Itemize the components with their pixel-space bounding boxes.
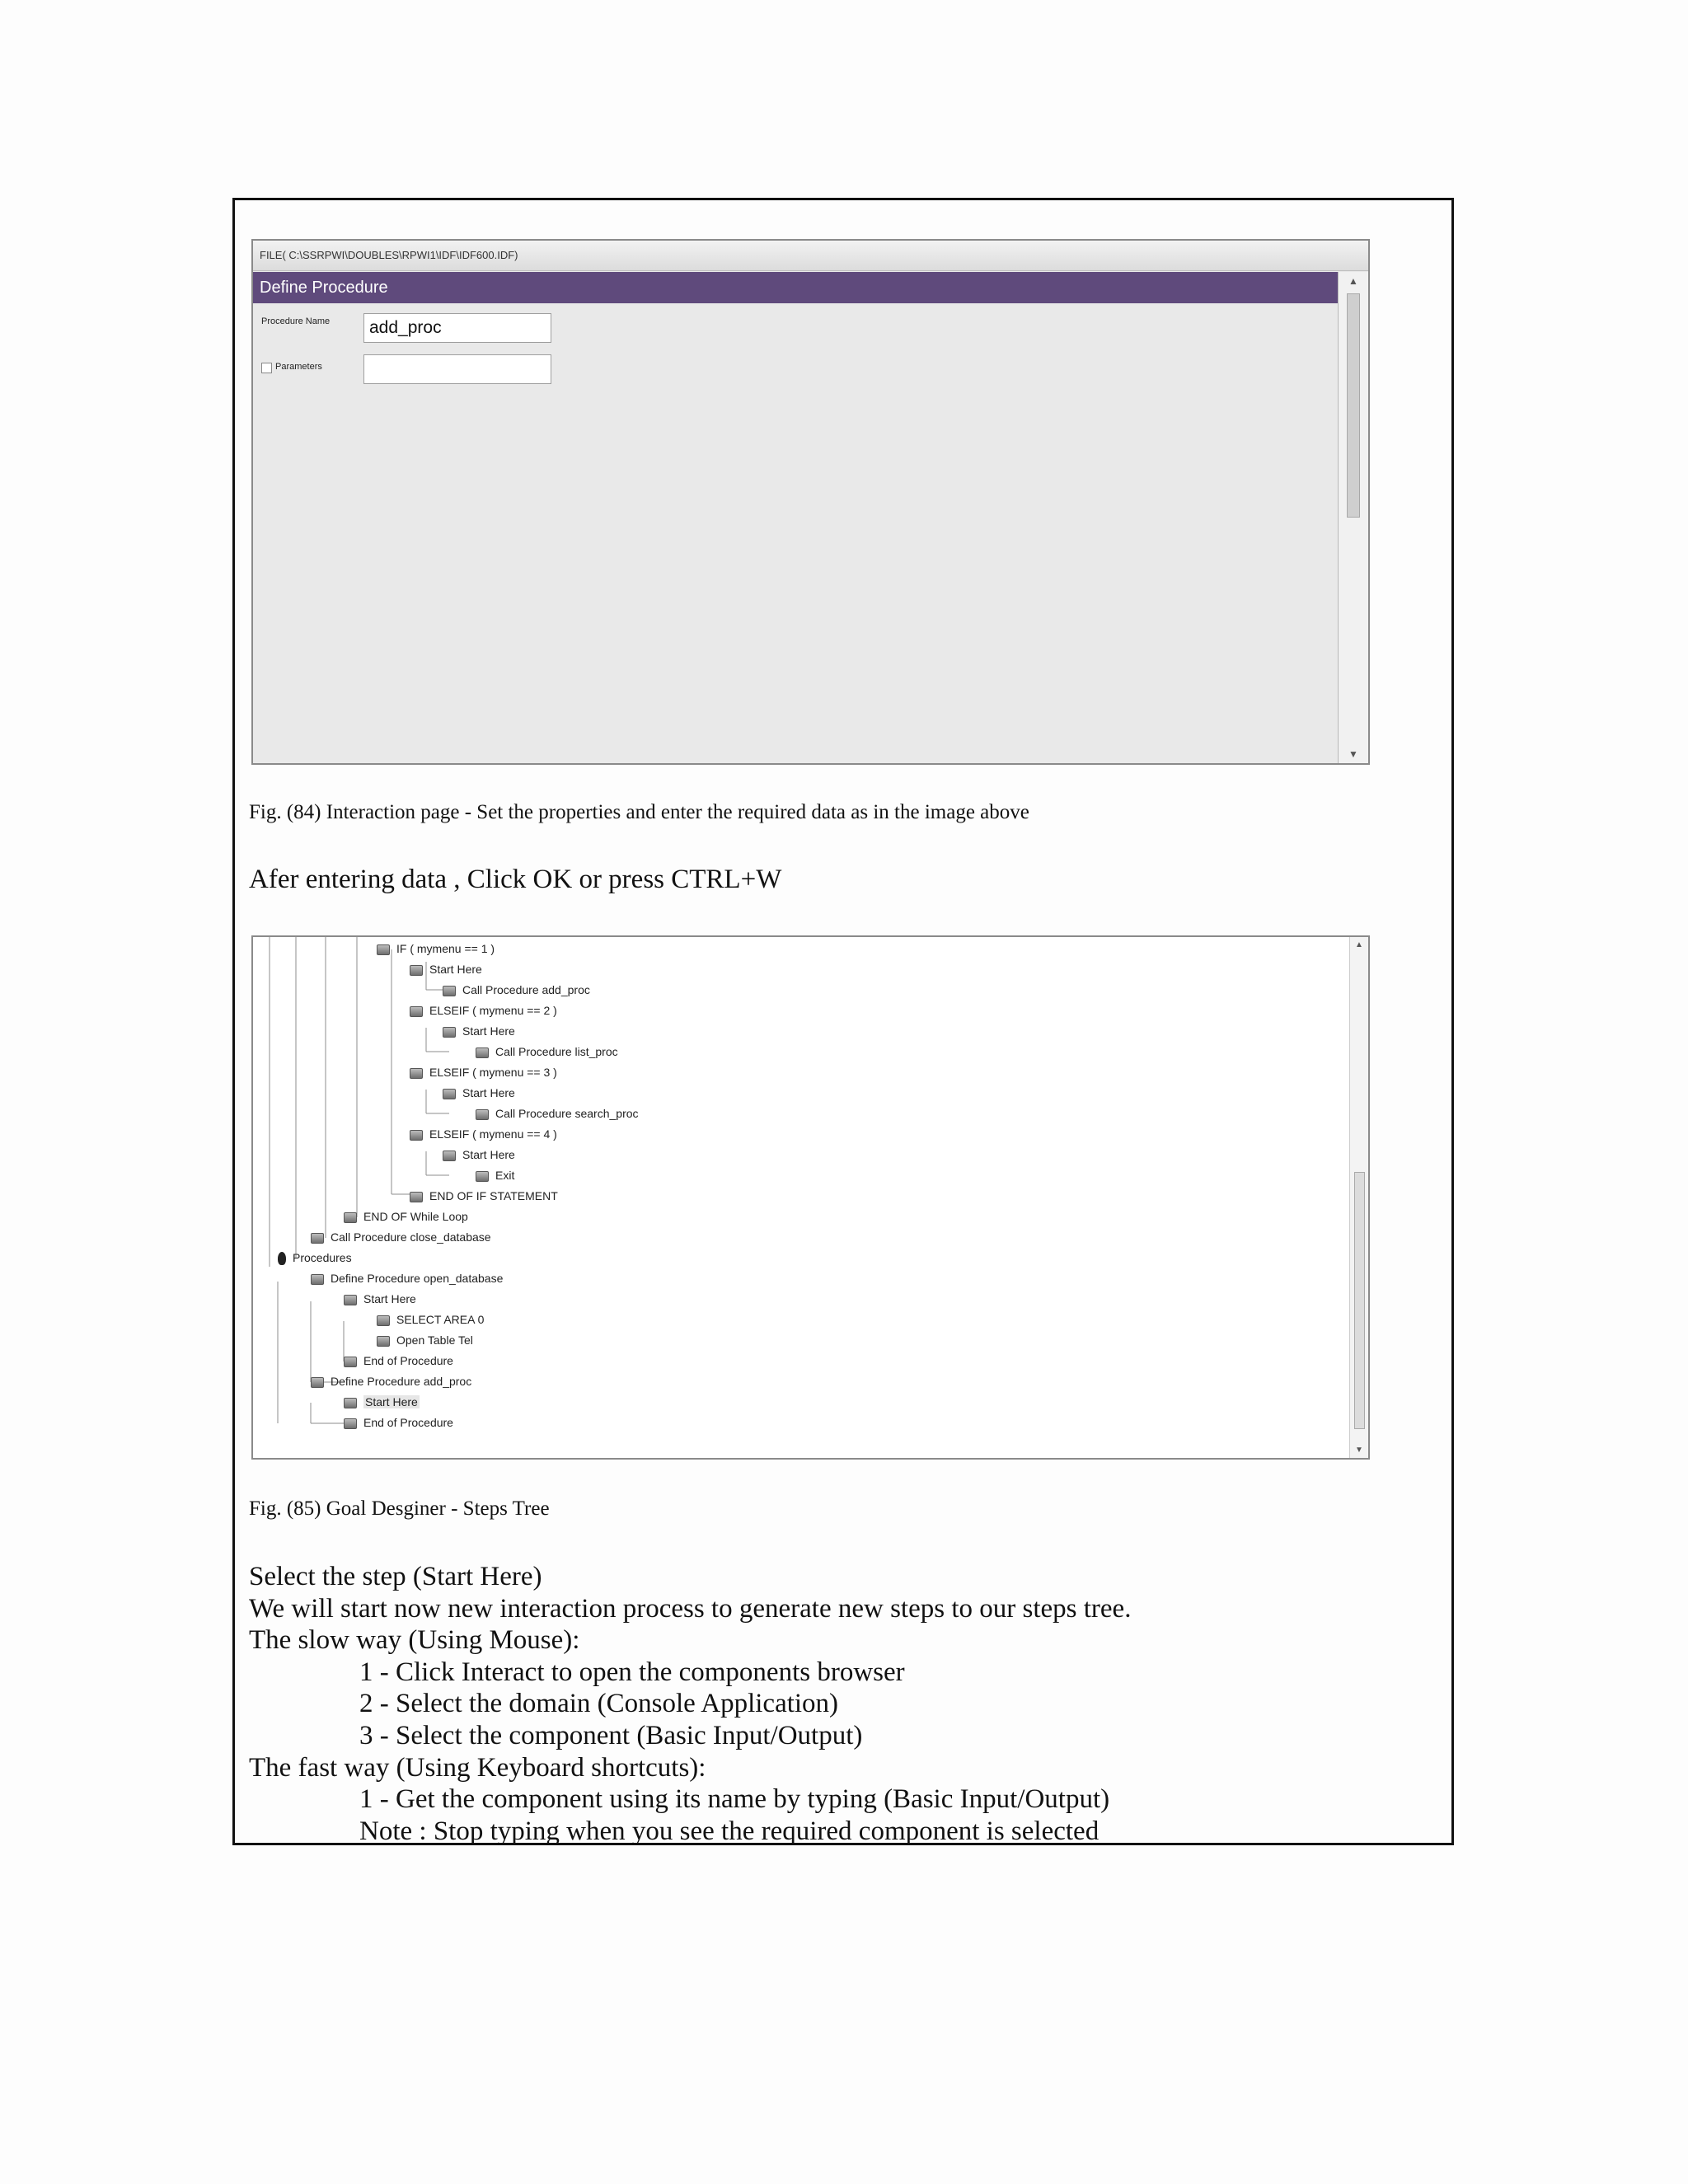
scroll-up-icon[interactable]: ▲	[1355, 940, 1363, 949]
scroll-thumb[interactable]	[1347, 293, 1360, 518]
procedure-name-label: Procedure Name	[261, 316, 331, 326]
step-icon	[410, 965, 423, 976]
step-icon	[410, 1006, 423, 1017]
tree-node[interactable]: ELSEIF ( mymenu == 4 )	[410, 1124, 557, 1144]
instruction-fast-way: The fast way (Using Keyboard shortcuts):	[249, 1753, 706, 1783]
procedure-name-input[interactable]: add_proc	[363, 313, 551, 343]
instruction-select-step: Select the step (Start Here)	[249, 1562, 542, 1591]
tree-node[interactable]: Start Here	[443, 1021, 515, 1041]
fig85-caption: Fig. (85) Goal Desginer - Steps Tree	[249, 1497, 550, 1520]
tree-node[interactable]: Start Here	[410, 959, 482, 979]
step-icon	[311, 1377, 324, 1388]
step-icon	[410, 1130, 423, 1141]
steps-tree-screenshot	[251, 935, 1370, 1460]
tree-node[interactable]: END OF While Loop	[344, 1207, 468, 1226]
tree-node[interactable]: Procedures	[278, 1248, 352, 1268]
tree-node[interactable]: IF ( mymenu == 1 )	[377, 939, 495, 958]
instruction-step-1: 1 - Click Interact to open the components browser	[359, 1657, 905, 1687]
scroll-thumb[interactable]	[1354, 1172, 1365, 1429]
tree-node[interactable]: ELSEIF ( mymenu == 3 )	[410, 1062, 557, 1082]
tree-node[interactable]: Define Procedure add_proc	[311, 1371, 471, 1391]
step-icon	[377, 944, 390, 955]
fig84-caption: Fig. (84) Interaction page - Set the properties and enter the required data as in the image above	[249, 801, 1029, 823]
step-icon	[311, 1233, 324, 1244]
step-icon	[476, 1047, 489, 1058]
parameters-label: Parameters	[275, 362, 322, 372]
tree-node[interactable]: ELSEIF ( mymenu == 2 )	[410, 1001, 557, 1020]
parameters-input[interactable]	[363, 354, 551, 384]
file-path-bar: FILE( C:\SSRPWI\DOUBLES\RPWI1\IDF\IDF600.IDF)	[253, 241, 1368, 271]
step-icon	[377, 1315, 390, 1326]
vertical-scrollbar[interactable]	[1338, 272, 1368, 763]
instruction-step-3: 3 - Select the component (Basic Input/Output)	[359, 1721, 863, 1750]
step-icon	[443, 1151, 456, 1161]
tree-node[interactable]: End of Procedure	[344, 1413, 453, 1432]
instruction-step-2: 2 - Select the domain (Console Application)	[359, 1689, 839, 1718]
step-icon	[377, 1336, 390, 1347]
scroll-down-icon[interactable]: ▼	[1348, 748, 1358, 760]
instruction-fast-step-1: 1 - Get the component using its name by typing (Basic Input/Output)	[359, 1784, 1110, 1814]
instruction-note: Note : Stop typing when you see the required component is selected	[359, 1816, 1100, 1846]
tree-node[interactable]: Start Here	[344, 1289, 416, 1309]
scroll-up-icon[interactable]: ▲	[1348, 275, 1358, 287]
tree-node[interactable]: Define Procedure open_database	[311, 1268, 503, 1288]
step-icon	[476, 1171, 489, 1182]
tree-node[interactable]: Start Here	[443, 1145, 515, 1165]
tree-node-selected[interactable]: Start Here	[344, 1392, 420, 1412]
step-icon	[476, 1109, 489, 1120]
step-icon	[344, 1398, 357, 1408]
tree-node[interactable]: Start Here	[443, 1083, 515, 1103]
step-icon	[344, 1212, 357, 1223]
panel-title: Define Procedure	[253, 272, 1340, 303]
step-icon	[344, 1357, 357, 1367]
root-icon	[278, 1252, 286, 1265]
step-icon	[344, 1295, 357, 1305]
define-procedure-screenshot	[251, 239, 1370, 765]
tree-node[interactable]: Call Procedure search_proc	[476, 1104, 639, 1123]
tree-node[interactable]: Call Procedure list_proc	[476, 1042, 618, 1062]
instruction-intro: We will start now new interaction process to generate new steps to our steps tree.	[249, 1594, 1132, 1624]
tree-node[interactable]: End of Procedure	[344, 1351, 453, 1371]
tree-node[interactable]: Call Procedure add_proc	[443, 980, 590, 1000]
scroll-down-icon[interactable]: ▼	[1355, 1446, 1363, 1455]
after-entering-text: Afer entering data , Click OK or press CTRL+W	[249, 865, 782, 894]
instruction-slow-way: The slow way (Using Mouse):	[249, 1625, 580, 1655]
step-icon	[410, 1068, 423, 1079]
step-icon	[443, 1089, 456, 1099]
parameters-checkbox[interactable]	[261, 363, 272, 373]
tree-scrollbar[interactable]	[1349, 937, 1368, 1458]
tree-node[interactable]: END OF IF STATEMENT	[410, 1186, 558, 1206]
step-icon	[410, 1192, 423, 1202]
tree-node[interactable]: Open Table Tel	[377, 1330, 473, 1350]
step-icon	[311, 1274, 324, 1285]
step-icon	[443, 986, 456, 996]
step-icon	[443, 1027, 456, 1038]
tree-node[interactable]: Exit	[476, 1165, 514, 1185]
step-icon	[344, 1418, 357, 1429]
tree-node[interactable]: SELECT AREA 0	[377, 1310, 484, 1329]
tree-node[interactable]: Call Procedure close_database	[311, 1227, 491, 1247]
